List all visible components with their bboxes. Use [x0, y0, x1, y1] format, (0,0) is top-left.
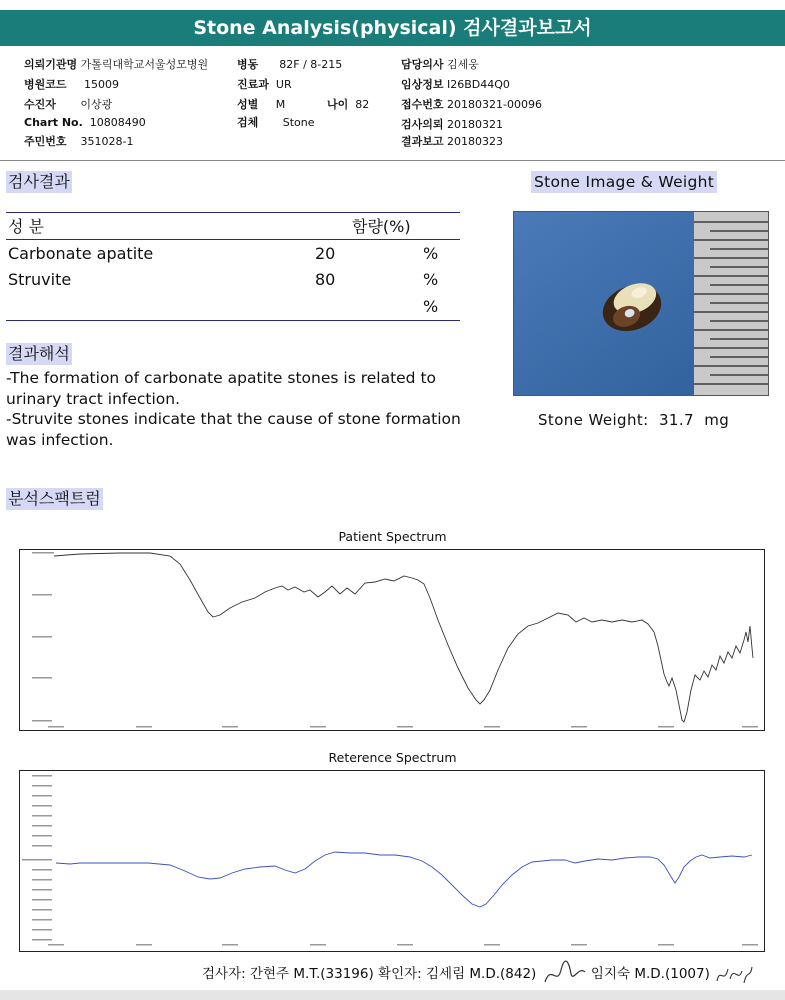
sex-row: [237, 96, 285, 112]
institution-row: [24, 56, 208, 72]
row-2-value: 80: [315, 270, 336, 289]
dept-label: 진료과: [237, 78, 269, 91]
report-title: Stone Analysis(physical) 검사결과보고서: [0, 10, 785, 46]
dept-value: UR: [275, 78, 292, 91]
stone-photo-graphic: [514, 212, 768, 395]
institution-value: 가톨릭대학교서울성모병원: [80, 58, 209, 71]
clinical-info-label: 임상정보: [401, 78, 444, 91]
hospital-code-value: 15009: [84, 78, 119, 91]
table-top-rule: [6, 212, 460, 213]
clinical-info-value: I26BD44Q0: [447, 78, 510, 91]
specimen-value: Stone: [282, 116, 315, 129]
stone-photo: [513, 211, 769, 396]
dept-row: [237, 76, 292, 92]
table-bottom-rule: [6, 320, 460, 321]
row-3-unit: %: [423, 297, 439, 316]
reference-spectrum-plot: [19, 770, 765, 952]
clinical-info-row: [401, 76, 510, 92]
footer-text-2: 임지숙 M.D.(1007): [590, 966, 710, 982]
chart-label: Chart No.: [24, 116, 83, 129]
interpretation-line-2: -Struvite stones indicate that the cause of stone formation was infection.: [6, 410, 461, 449]
row-1-name: Carbonate apatite: [8, 244, 154, 263]
specimen-label: 검체: [237, 116, 259, 129]
interpretation-text: [6, 368, 476, 450]
patient-spectrum-graphic: [20, 550, 764, 730]
ward-row: [237, 56, 342, 72]
col-component-header: 성 분: [8, 217, 44, 236]
row-2-unit: %: [423, 270, 439, 289]
id-row: [24, 133, 133, 149]
patient-spectrum-title: Patient Spectrum: [338, 529, 447, 544]
page-bottom-bar: [0, 990, 785, 1000]
report-label: 결과보고: [401, 135, 444, 148]
age-label: 나이: [327, 98, 349, 111]
id-label: 주민번호: [24, 135, 67, 148]
signature-image-1: [541, 960, 587, 988]
col-content-header: 함량(%): [352, 217, 411, 236]
receipt-value: 20180321-00096: [447, 98, 542, 111]
header-divider: [0, 160, 785, 161]
receipt-label: 접수번호: [401, 98, 444, 111]
interpretation-heading: 결과해석: [8, 344, 70, 363]
weight-label: Stone Weight:: [538, 411, 649, 429]
ward-label: 병동: [237, 58, 259, 71]
row-1-unit: %: [423, 244, 439, 263]
institution-label: 의뢰기관명: [24, 58, 78, 71]
reference-spectrum-title: Reterence Spectrum: [328, 750, 457, 765]
reference-spectrum-graphic: [20, 771, 764, 951]
patient-label: 수진자: [24, 98, 56, 111]
doctor-value: 김세웅: [447, 58, 479, 71]
report-value: 20180323: [447, 135, 504, 148]
age-row: [327, 96, 369, 112]
report-row: [401, 133, 503, 149]
hospital-code-row: [24, 76, 119, 92]
receipt-row: [401, 96, 542, 112]
id-value: 351028-1: [80, 135, 134, 148]
patient-value: 이상광: [80, 98, 113, 111]
patient-spectrum-plot: [19, 549, 765, 731]
footer-text: 검사자: 간현주 M.T.(33196) 확인자: 김세림 M.D.(842): [202, 966, 537, 982]
chart-value: 10808490: [89, 116, 146, 129]
stone-weight: [538, 411, 729, 429]
row-2-name: Struvite: [8, 270, 72, 289]
spectrum-heading: 분석스팩트럼: [8, 489, 101, 508]
row-1-value: 20: [315, 244, 336, 263]
chart-row: [24, 116, 146, 129]
request-value: 20180321: [447, 118, 504, 131]
request-label: 검사의뢰: [401, 118, 444, 131]
stone-image-heading: Stone Image & Weight: [531, 171, 717, 193]
request-row: [401, 116, 503, 132]
doctor-row: [401, 56, 479, 72]
interpretation-line-1: -The formation of carbonate apatite stones is related to urinary tract infection.: [6, 369, 437, 408]
hospital-code-label: 병원코드: [24, 78, 67, 91]
specimen-row: [237, 114, 315, 130]
sex-value: M: [275, 98, 286, 111]
doctor-label: 담당의사: [401, 58, 444, 71]
table-header-rule: [6, 239, 460, 240]
ward-value: 82F / 8-215: [279, 58, 343, 71]
signature-image-2: [714, 961, 754, 987]
results-heading: 검사결과: [8, 172, 70, 191]
patient-row: [24, 96, 112, 112]
signature-footer: [202, 960, 754, 988]
weight-unit: mg: [704, 411, 730, 429]
sex-label: 성별: [237, 98, 259, 111]
weight-value: 31.7: [658, 411, 694, 429]
age-value: 82: [355, 98, 370, 111]
